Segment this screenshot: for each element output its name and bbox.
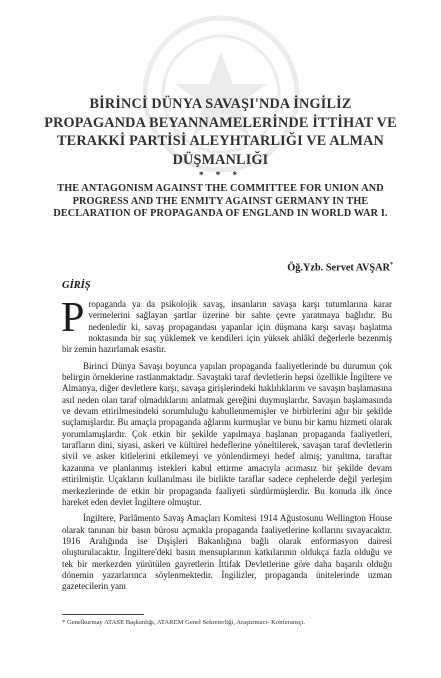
paragraph-3: İngiltere, Parlâmento Savaş Amaçları Komitesi 1914 Ağustosunu Wellington House olarak tanınan bir basın bürosu açmakla propaganda faaliyetlerine kollarını sıvayacaktır. 1916 Aralığında ise Dışişleri Bakanlığına bağlı olarak enformasyon dairesi oluşturulacaktır. İngiltere'deki basın mensuplarının katkılarının oldukça fazla olduğu ve tek bir merkezden yürütülen gayretlerin İttifak Devletlerine göre daha başarılı olduğu dönemin yazarlarınca söylenmektedir. İngilizler, propaganda ünitelerinde uzman gazetecilerin yanı	[62, 513, 392, 592]
author-name: Öğ.Yzb. Servet AVŞAR	[287, 262, 390, 274]
article-title-turkish: BİRİNCİ DÜNYA SAVAŞI'NDA İNGİLİZ PROPAGANDA BEYANNAMELERİNDE İTTİHAT VE TERAKKİ PARTİSİ ALEYHTARLIĞI VE ALMAN DÜŞMANLIĞI	[44, 96, 397, 168]
author-line	[287, 262, 393, 273]
article-body	[61, 295, 392, 598]
drop-cap: P	[61, 295, 85, 341]
footnote-divider	[62, 614, 144, 615]
paragraph-1	[61, 295, 392, 356]
paragraph-1-text: ropaganda ya da psikolojik savaş, insanların savaşa karşı tutumlarına karar vermelerini sağlayan şartlar üzerine bir sahte çevre yaratmaya bağlıdır. Bu nedenledir ki, savaş propagandası yapanlar için düşmana karşı savaşı başlatma noktasında bir suç yüklemek ve kendileri için yüksek ahlâkî değerlerle bezenmiş bir zemin hazırlamak esastır.	[62, 299, 392, 355]
title-separator: * * *	[199, 170, 242, 180]
author-footnote-mark: *	[390, 262, 393, 268]
footnote: * Genelkurmay ATASE Başkanlığı, ATAREM Genel Sekreterliği, Araştırmacı- Konferansçı.	[62, 619, 306, 626]
article-title-english: THE ANTAGONISM AGAINST THE COMMITTEE FOR UNION AND PROGRESS AND THE ENMITY AGAINST GERMANY IN THE DECLARATION OF PROPAGANDA OF ENGLAND IN WORLD WAR I.	[53, 183, 388, 219]
paragraph-2: Birinci Dünya Savaşı boyunca yapılan propaganda faaliyetlerinde bu durumun çok belirgin örneklerine rastlanmaktadır. Savaştaki taraf devletlerin hepsi özellikle İngiltere ve Almanya, diğer devletlere karşı, savaşa girişlerindeki haklılıklarını ve savaşın başlamasına asıl neden olan taraf olmadıklarını anlatmak gereğini duymuşlardır. Savaşın başlamasında ve devam ettirilmesindeki sorumluluğu kabullenmemişler ve birbirlerini ağır bir şekilde suçlamışlardır. Bu amaçla propaganda ağlarını kurmuşlar ve bunu bir kamu hizmeti olarak yorumlamışlardır. Çok etkin bir şekilde yapılmaya başlanan propaganda faaliyetleri, tarafların dini, siyasi, askeri ve kültürel hedeflerine yöneltilerek, savaşan taraf devletlerin sivil ve asker kitlelerini etkilemeyi ve yönlendirmeyi hedef almış; yanıltma, taraftar kazanma ve planlanmış istekleri kabul ettirme amacıyla acımasız bir şekilde devam ettirilmiştir. Uçakların kullanılması ile birlikte taraflar sadece cephelerde değil yerleşim merkezlerinde de etkin bir propaganda faaliyeti sürdürmüşlerdir. Bu konuda ilk önce hareket eden devlet İngiltere olmuştur.	[62, 360, 392, 507]
section-heading: GİRİŞ	[62, 280, 91, 291]
